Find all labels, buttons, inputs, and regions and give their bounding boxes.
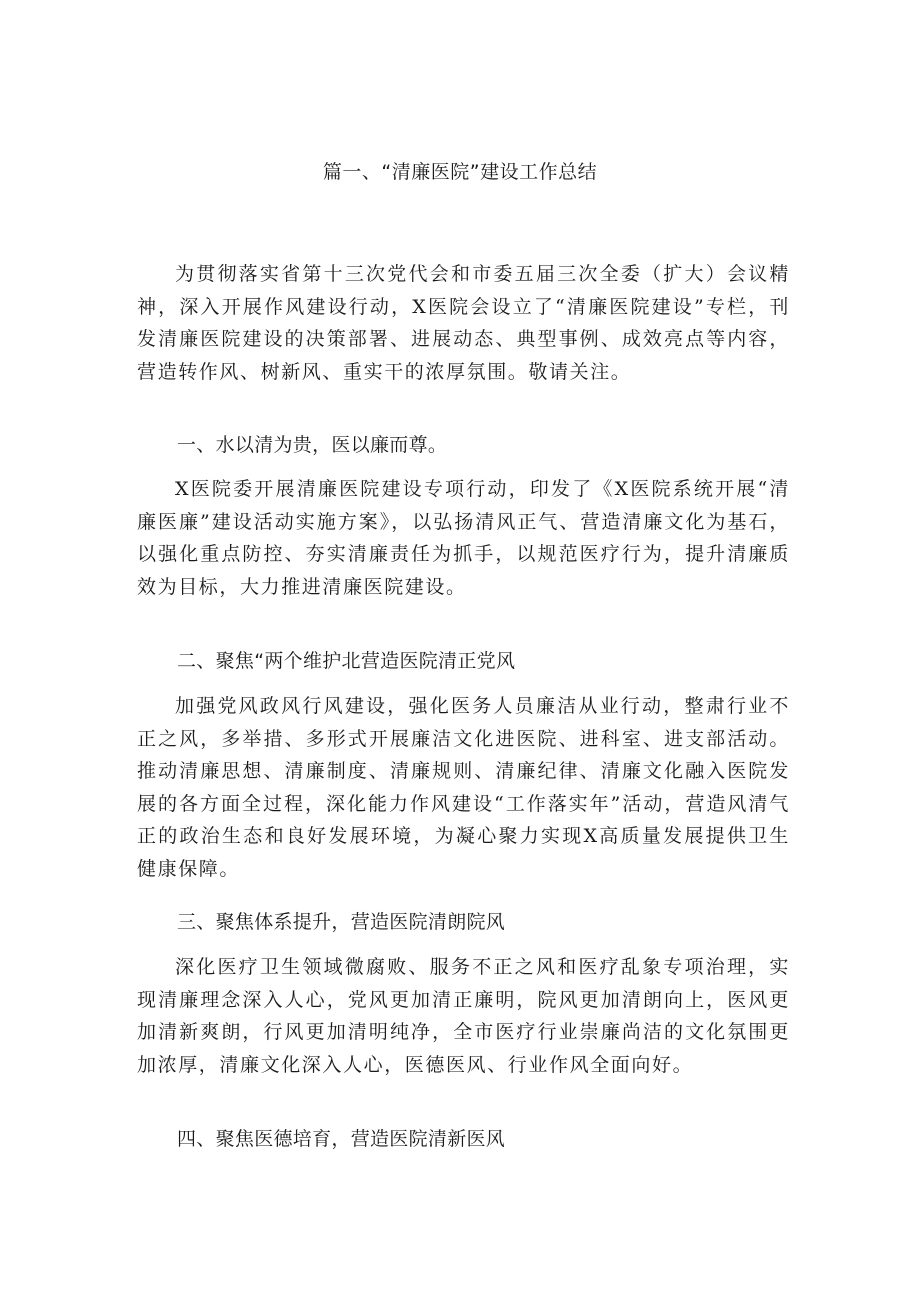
paragraph-intro: 为贯彻落实省第十三次党代会和市委五届三次全委（扩大）会议精神，深入开展作风建设行动，X医院会设立了“清廉医院建设”专栏，刊发清廉医院建设的决策部署、进展动态、典型事例、成效亮点等内容，营造转作风、树新风、重实干的浓厚氛围。敬请关注。: [137, 263, 790, 383]
section-heading-1: 一、水以清为贵，医以廉而尊。: [177, 434, 448, 456]
paragraph-section-1: X医院委开展清廉医院建设专项行动，印发了《X医院系统开展“清廉医廉”建设活动实施方案》，以弘扬清风正气、营造清廉文化为基石，以强化重点防控、夯实清廉责任为抓手，以规范医疗行为，提升清廉质效为目标，大力推进清廉医院建设。: [137, 478, 790, 598]
paragraph-section-3: 深化医疗卫生领域微腐败、服务不正之风和医疗乱象专项治理，实现清廉理念深入人心，党风更加清正廉明，院风更加清朗向上，医风更加清新爽朗，行风更加清明纯净，全市医疗行业崇廉尚洁的文化氛围更加浓厚，清廉文化深入人心，医德医风、行业作风全面向好。: [137, 956, 790, 1076]
section-heading-3: 三、聚焦体系提升，营造医院清朗院风: [177, 911, 506, 933]
document-title: 篇一、“清廉医院”建设工作总结: [322, 161, 598, 183]
paragraph-section-2: 加强党风政风行风建设，强化医务人员廉洁从业行动，整肃行业不正之风，多举措、多形式开展廉洁文化进医院、进科室、进支部活动。推动清廉思想、清廉制度、清廉规则、清廉纪律、清廉文化融入医院发展的各方面全过程，深化能力作风建设“工作落实年”活动，营造风清气正的政治生态和良好发展环境，为凝心聚力实现X高质量发展提供卫生健康保障。: [137, 695, 790, 880]
section-heading-2: 二、聚焦“两个维护北营造医院清正党风: [177, 650, 516, 672]
section-heading-4: 四、聚焦医德培育，营造医院清新医风: [177, 1128, 506, 1150]
